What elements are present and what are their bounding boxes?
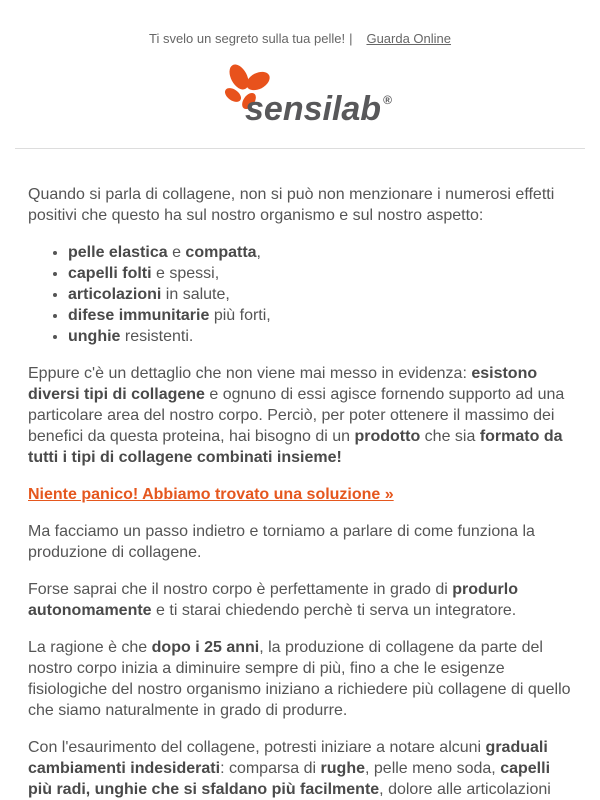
sensilab-logo[interactable] xyxy=(221,64,392,128)
preheader-text: Ti svelo un segreto sulla tua pelle! xyxy=(148,31,346,46)
preheader-separator: | xyxy=(349,31,353,46)
benefits-list xyxy=(28,242,572,347)
paragraph: Ma facciamo un passo indietro e torniamo a parlare di come funziona la produzione di collagene. xyxy=(28,523,535,561)
brand-name xyxy=(245,90,392,129)
registered-mark: ® xyxy=(383,93,392,107)
benefit-item: • difese immunitarie più forti, xyxy=(68,305,572,326)
paragraph: Forse saprai che il nostro corpo è perfettamente in grado di produrlo autonomamente e ti starai chiedendo perchè ti serva un integratore. xyxy=(28,581,518,619)
email-body xyxy=(0,149,600,800)
link-paragraph xyxy=(28,484,572,505)
solution-link[interactable]: Niente panico! Abbiamo trovato una soluzione » xyxy=(28,486,394,503)
benefit-item: • articolazioni in salute, xyxy=(68,284,572,305)
benefit-item: • pelle elastica e compatta, xyxy=(68,242,572,263)
paragraph: Con l'esaurimento del collagene, potresti iniziare a notare alcuni graduali cambiamenti indesiderati: comparsa di rughe, pelle meno soda, capelli più radi, unghie che si sfaldano più facilmente, dolore alle articolazioni xyxy=(28,739,551,798)
paragraph: Quando si parla di collagene, non si può non menzionare i numerosi effetti positivi che questo ha sul nostro organismo e sul nostro aspetto: xyxy=(28,186,555,224)
benefit-item: • unghie resistenti. xyxy=(68,326,572,347)
benefit-item: • capelli folti e spessi, xyxy=(68,263,572,284)
preheader xyxy=(0,0,600,46)
paragraph: La ragione è che dopo i 25 anni, la produzione di collagene da parte del nostro corpo inizia a diminuire sempre di più, fino a che le esigenze fisiologiche del nostro organismo iniziano a richiedere più collagene di quello che siamo naturalmente in grado di produrre. xyxy=(28,639,571,719)
view-online-link[interactable]: Guarda Online xyxy=(366,31,452,46)
paragraph: Eppure c'è un dettaglio che non viene mai messo in evidenza: esistono diversi tipi di collagene e ognuno di essi agisce fornendo supporto ad una particolare area del nostro corpo. Perciò, per poter ottenere il massimo dei benefici da questa proteina, hai bisogno di un prodotto che sia formato da tutti i tipi di collagene combinati insieme! xyxy=(28,365,565,466)
brand-text: sensilab xyxy=(245,90,382,128)
